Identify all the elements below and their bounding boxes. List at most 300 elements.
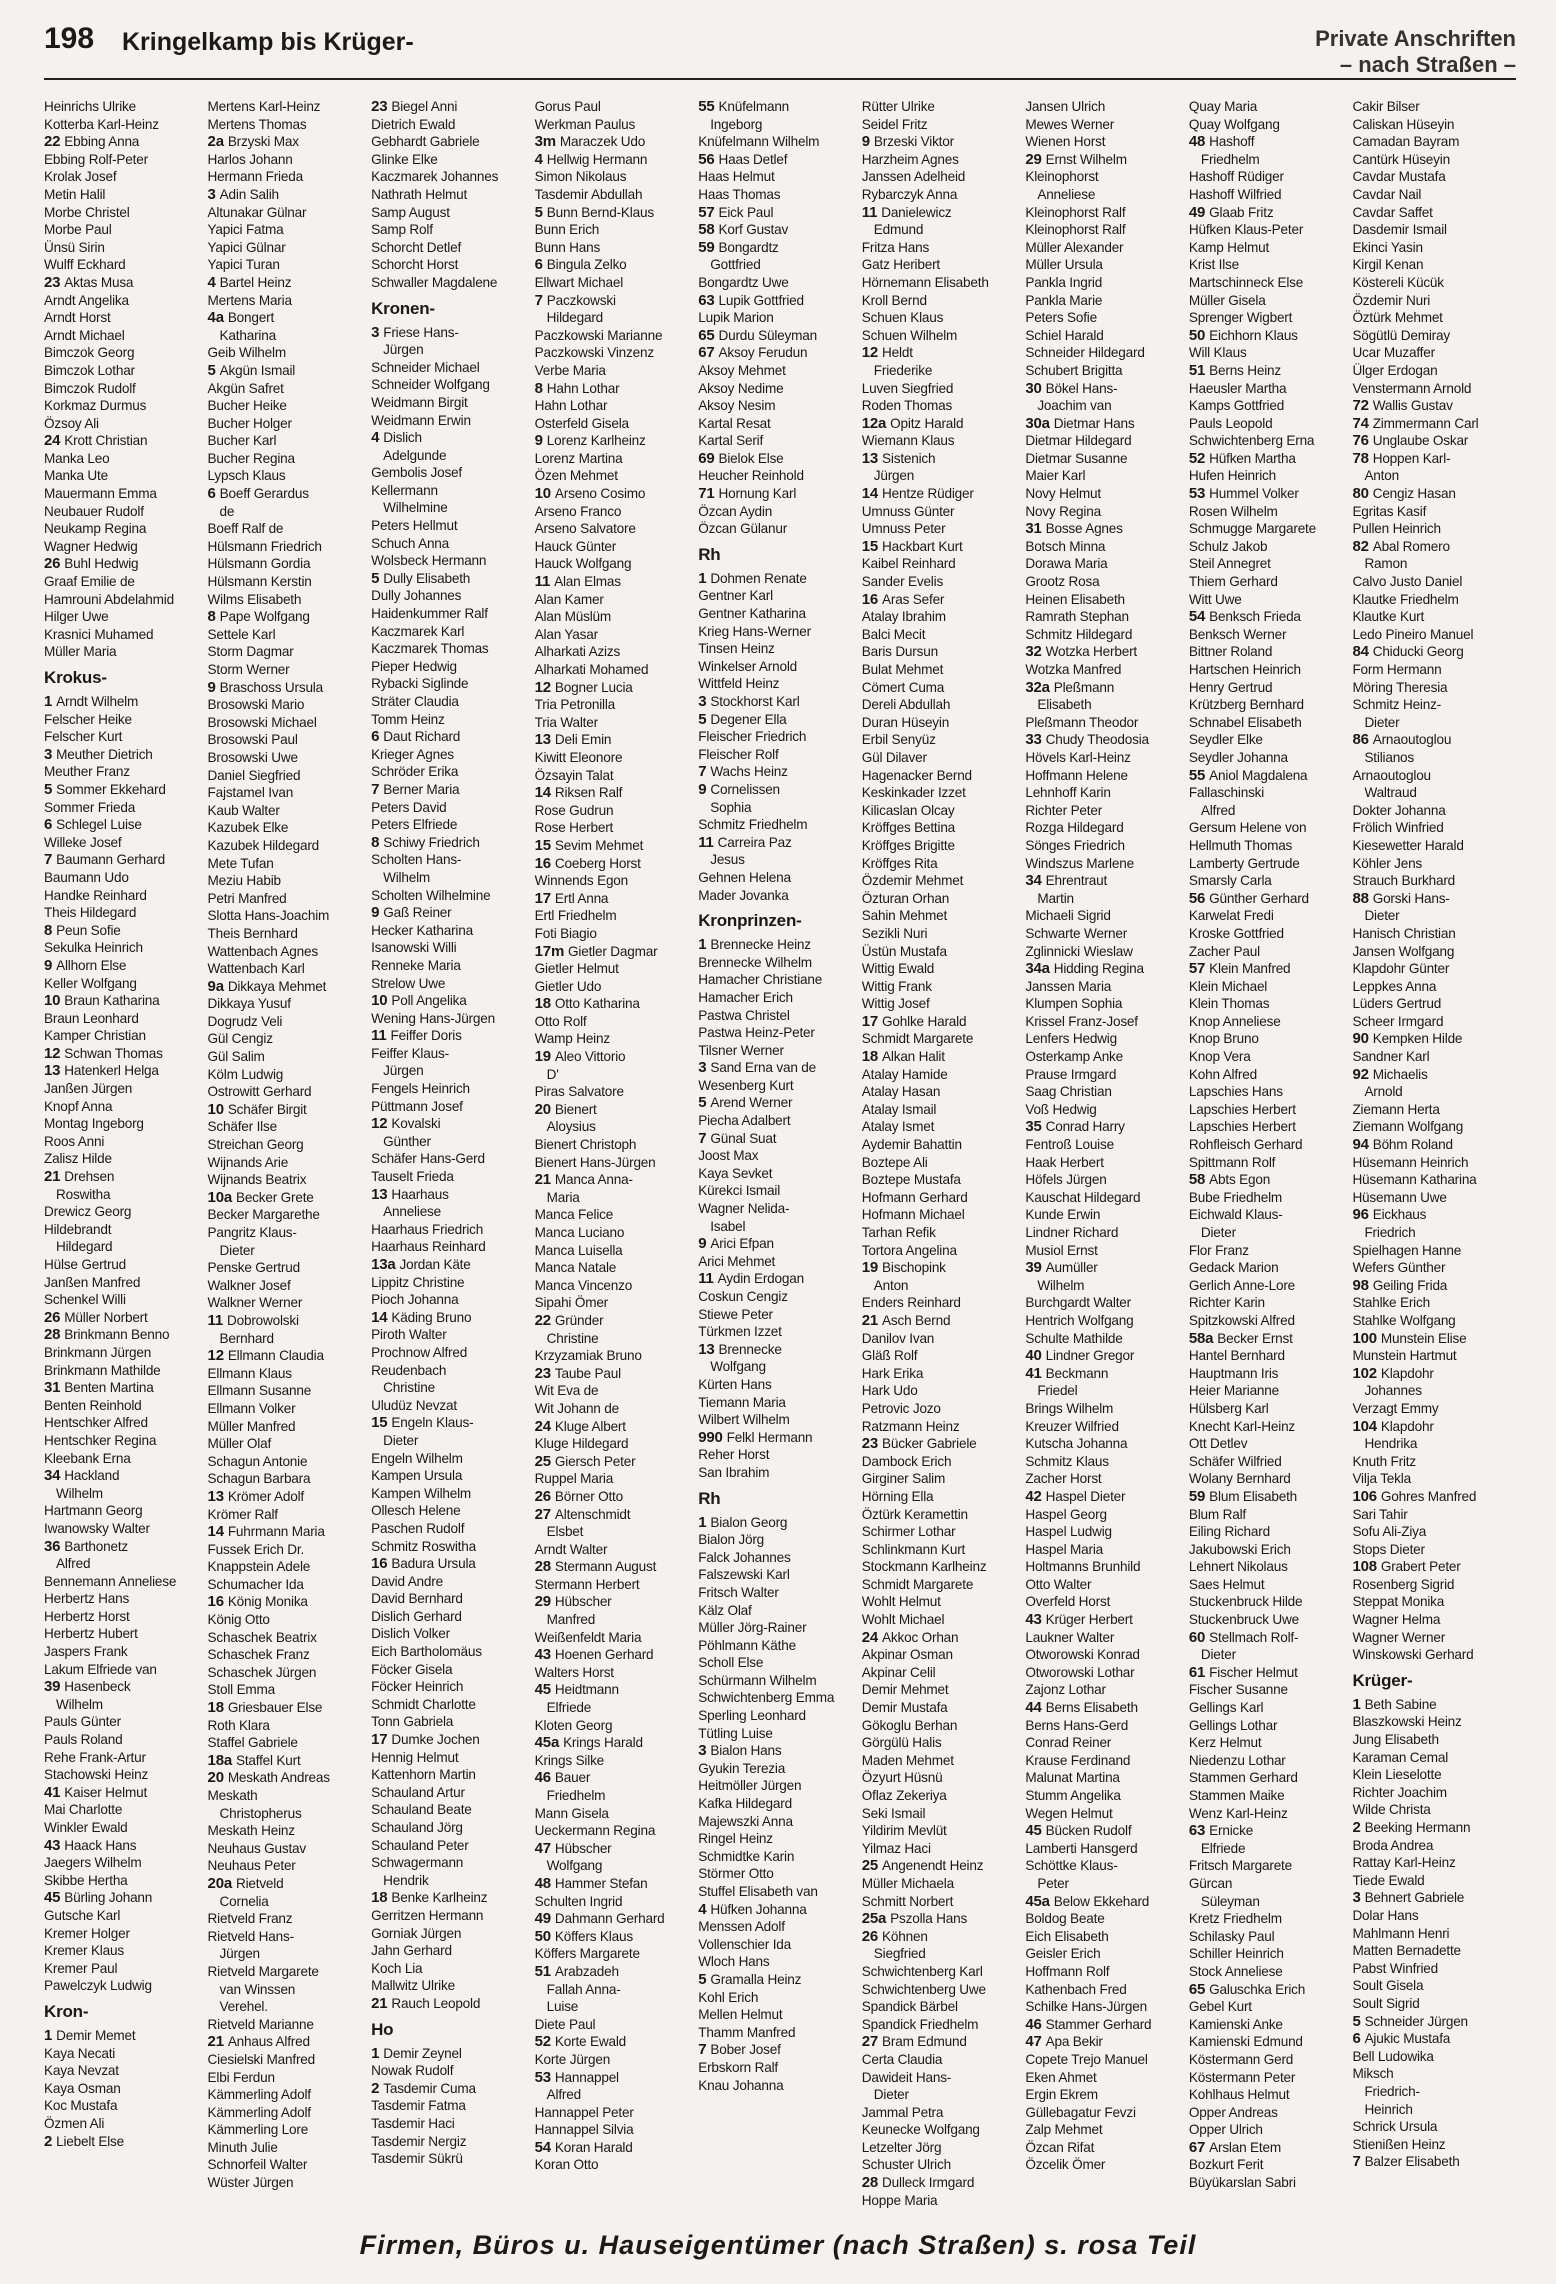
resident-name: Baumann Gerhard [56, 852, 165, 868]
directory-entry: Aksoy Nesim [698, 398, 776, 414]
directory-entry: Schubert Brigitta [1025, 362, 1123, 378]
resident-name: Below Ekkehard [1053, 1893, 1150, 1909]
resident-name: Dislich [383, 430, 422, 446]
directory-entry: Tonn Gabriela [371, 1714, 454, 1730]
resident-name: Günther Gerhard [1209, 890, 1309, 906]
directory-entry: Peters Hellmut [371, 518, 458, 534]
directory-entry: Rietveld Hans- [207, 1928, 294, 1944]
house-number: 10 [207, 1100, 228, 1118]
house-number: 27 [861, 2033, 883, 2051]
entry-continuation: Friedel [1037, 1383, 1078, 1399]
directory-entry [1025, 1611, 1181, 1629]
directory-entry: Pauls Roland [44, 1732, 123, 1748]
directory-entry: Lorenz Martina [534, 450, 623, 466]
directory-entry: Verbe Maria [534, 362, 606, 378]
house-number: 60 [1188, 1628, 1210, 1646]
directory-entry [44, 1379, 200, 1397]
directory-entry: Hauptmann Iris [1188, 1365, 1279, 1381]
directory-entry: Harlos Johann [207, 151, 293, 167]
house-number: 9 [698, 1235, 711, 1253]
directory-entry: Korkmaz Durmus [44, 398, 147, 414]
directory-entry: Schagun Barbara [207, 1471, 311, 1487]
directory-entry: Brinkmann Jürgen [44, 1344, 152, 1360]
directory-entry [698, 204, 854, 222]
directory-entry: Metin Halil [44, 186, 106, 202]
directory-entry: Iwanowsky Walter [44, 1520, 150, 1536]
directory-entry: Müller Manfred [207, 1418, 296, 1434]
directory-entry: Dikkaya Yusuf [207, 996, 291, 1012]
directory-entry: Yildirim Mevlüt [861, 1823, 947, 1839]
directory-entry: Ekinci Yasin [1352, 239, 1423, 255]
directory-entry [371, 2080, 527, 2098]
directory-entry: Ünsü Sirin [44, 239, 105, 255]
directory-entry: Wittig Ewald [861, 961, 935, 977]
resident-name: Boeff Gerardus [219, 486, 309, 502]
house-number: 84 [1352, 643, 1373, 661]
directory-entry: Arseno Salvatore [534, 521, 636, 537]
directory-entry: Overfeld Horst [1025, 1594, 1111, 1610]
directory-entry: Schuen Klaus [861, 310, 944, 326]
resident-name: Demir Memet [56, 2027, 136, 2043]
directory-entry: Duran Hüseyin [861, 714, 950, 730]
directory-entry: Hülsberg Karl [1188, 1400, 1269, 1416]
directory-entry [1189, 450, 1345, 468]
resident-name: Arslan Etem [1209, 2139, 1281, 2155]
resident-name: Peun Sofie [56, 922, 121, 938]
directory-entry: Kaya Sevket [698, 1165, 773, 1181]
directory-entry: Krützberg Bernhard [1188, 697, 1304, 713]
house-number: 108 [1352, 1558, 1381, 1576]
directory-entry: Janßen Manfred [44, 1274, 141, 1290]
house-number: 34 [44, 1467, 65, 1485]
directory-entry [1025, 1347, 1181, 1365]
entry-continuation: Aloysius [546, 1119, 596, 1135]
directory-entry: Klapdohr Günter [1352, 961, 1450, 977]
directory-entry: Hentschker Regina [44, 1432, 157, 1448]
resident-name: Braun Katharina [64, 993, 160, 1009]
directory-entry: Handke Reinhard [44, 887, 147, 903]
house-number: 16 [534, 854, 555, 872]
directory-entry: Hahn Lothar [534, 398, 608, 414]
directory-entry: Pastwa Heinz-Peter [698, 1025, 815, 1041]
directory-entry: Yapici Gülnar [207, 239, 286, 255]
resident-name: Korte Ewald [554, 2034, 627, 2050]
directory-entry: Özmen Ali [44, 2115, 105, 2131]
directory-entry [1189, 1664, 1345, 1682]
directory-entry [1352, 1488, 1508, 1506]
directory-entry: Hövels Karl-Heinz [1025, 749, 1131, 765]
entry-continuation: Friedrich- [1364, 2083, 1420, 2099]
directory-entry: Saag Christian [1025, 1084, 1112, 1100]
house-number: 4 [698, 1900, 711, 1918]
resident-name: Dahmann Gerhard [554, 1911, 665, 1927]
directory-entry: Schürmann Wilhelm [698, 1672, 817, 1688]
house-number: 54 [1188, 608, 1210, 626]
directory-entry [1352, 485, 1508, 503]
entry-continuation: Christine [383, 1380, 435, 1396]
section-title-line2: – nach Straßen – [1339, 52, 1516, 77]
house-number: 29 [1025, 150, 1046, 168]
resident-name: Bober Josef [710, 2042, 781, 2058]
section-title-line1: Private Anschriften [1315, 26, 1516, 51]
directory-entry: Holtmanns Brunhild [1025, 1559, 1141, 1575]
directory-entry: Rozga Hildegard [1025, 820, 1124, 836]
directory-entry: Windszus Marlene [1025, 855, 1134, 871]
resident-name: Ebbing Anna [64, 134, 140, 150]
house-number: 47 [1025, 2033, 1046, 2051]
resident-name: Sommer Ekkehard [56, 781, 166, 797]
house-number: 80 [1352, 485, 1373, 503]
resident-name: Müller Norbert [64, 1309, 148, 1325]
resident-name: Beeking Hermann [1364, 1820, 1471, 1835]
directory-entry [535, 1875, 691, 1893]
directory-entry [535, 2139, 691, 2157]
directory-entry: Venstermann Arnold [1352, 380, 1472, 396]
directory-entry [1352, 1889, 1508, 1907]
directory-column [207, 98, 364, 2191]
directory-entry: Form Hermann [1352, 662, 1442, 677]
directory-entry: Gyukin Terezia [698, 1760, 786, 1776]
directory-entry: Koch Lia [371, 1960, 423, 1976]
directory-entry: Knuth Fritz [1352, 1453, 1416, 1469]
directory-entry: Schmitt Norbert [861, 1893, 954, 1909]
entry-continuation: Hendrik [383, 1872, 429, 1888]
directory-entry: Lapschies Herbert [1188, 1101, 1296, 1117]
directory-entry: Schneider Hildegard [1025, 345, 1145, 361]
directory-entry: Kotterba Karl-Heinz [44, 116, 159, 132]
directory-entry [1352, 432, 1508, 450]
house-number: 51 [534, 1962, 555, 1980]
directory-entry: Keunecke Wolfgang [861, 2122, 980, 2138]
house-number: 45a [1025, 1892, 1054, 1910]
house-number: 69 [698, 449, 719, 467]
directory-entry: Dietmar Hildegard [1025, 433, 1132, 449]
directory-entry: Manca Luciano [534, 1225, 625, 1240]
directory-entry [535, 855, 691, 873]
directory-entry: Sipahi Ömer [534, 1295, 609, 1311]
directory-entry: Novy Helmut [1025, 486, 1101, 502]
house-number: 40 [1025, 1347, 1046, 1365]
directory-entry: Streichan Georg [207, 1137, 304, 1153]
directory-entry: Falszewski Karl [698, 1567, 790, 1583]
directory-entry: König Otto [207, 1612, 270, 1628]
directory-entry: Hofmann Gerhard [861, 1189, 968, 1205]
directory-entry [1025, 415, 1181, 433]
directory-entry: Özcan Aydin [698, 503, 773, 519]
directory-entry: Camadan Bayram [1352, 134, 1460, 150]
resident-name: Bongert [227, 310, 275, 326]
directory-entry: Flor Franz [1188, 1242, 1249, 1258]
directory-entry: Mallwitz Ulrike [371, 1978, 455, 1994]
house-number: 26 [861, 1927, 883, 1945]
resident-name: Bartel Heinz [219, 274, 292, 290]
directory-entry: Blum Ralf [1188, 1506, 1246, 1522]
directory-entry [44, 693, 200, 711]
directory-entry: Köstereli Kücük [1352, 274, 1444, 290]
directory-entry: Knop Bruno [1188, 1031, 1259, 1047]
directory-entry: Sperling Leonhard [698, 1708, 806, 1724]
directory-entry: Yapici Turan [207, 257, 280, 273]
directory-entry: Lippitz Christine [371, 1274, 465, 1290]
directory-entry [371, 1115, 527, 1133]
directory-entry: Schöttke Klaus- [1025, 1858, 1118, 1874]
directory-entry: Kremer Klaus [44, 1943, 124, 1959]
directory-entry: Schaschek Franz [207, 1647, 310, 1663]
resident-name: Aleo Vittorio [554, 1049, 626, 1065]
entry-continuation: Friedhelm [1200, 151, 1260, 167]
directory-entry: Öztürk Keramettin [861, 1506, 968, 1522]
directory-entry [208, 1875, 364, 1893]
house-number: 41 [44, 1783, 65, 1801]
directory-entry: Altunakar Gülnar [207, 204, 307, 220]
directory-entry: Müller Michaela [861, 1875, 954, 1891]
directory-entry [862, 1857, 1018, 1875]
resident-name: Barthonetz [64, 1538, 129, 1554]
directory-entry: Kamper Christian [44, 1028, 146, 1044]
resident-name: Giersch Peter [554, 1453, 636, 1469]
directory-entry: Atalay Ismet [861, 1119, 935, 1135]
directory-entry: Hörning Ella [861, 1488, 934, 1504]
directory-entry: Atalay Ismail [861, 1101, 937, 1117]
directory-entry [371, 728, 527, 746]
directory-entry: Özturan Orhan [861, 890, 950, 906]
directory-entry: Störmer Otto [698, 1866, 774, 1882]
house-number: 21 [534, 1171, 555, 1189]
directory-entry: Hentrich Wolfgang [1025, 1312, 1134, 1328]
house-number: 6 [44, 816, 57, 834]
house-number: 5 [44, 780, 57, 798]
house-number: 19 [534, 1048, 555, 1066]
directory-entry [44, 957, 200, 975]
resident-name: Pszolla Hans [890, 1911, 968, 1927]
directory-entry: Walkner Werner [207, 1295, 303, 1311]
resident-name: Lindner Gregor [1045, 1348, 1135, 1364]
directory-entry: Schmugge Margarete [1188, 521, 1316, 537]
directory-entry: Ratzmann Heinz [861, 1418, 960, 1434]
directory-entry [698, 1971, 854, 1989]
resident-name: Danielewicz [881, 204, 952, 220]
directory-entry [1189, 1171, 1345, 1189]
directory-entry [208, 2033, 364, 2051]
directory-entry [1352, 1696, 1508, 1714]
resident-name: Coeberg Horst [554, 855, 641, 871]
directory-entry [1352, 1136, 1508, 1154]
directory-entry: Oflaz Zekeriya [861, 1788, 947, 1803]
directory-entry [1352, 731, 1508, 749]
resident-name: Hornung Karl [718, 486, 797, 502]
directory-entry: Gatz Heribert [861, 257, 940, 273]
entry-continuation: Anneliese [383, 1204, 442, 1220]
directory-entry: Hüsemann Uwe [1352, 1189, 1447, 1205]
directory-entry: Kroll Bernd [861, 292, 927, 308]
directory-entry: Certa Claudia [861, 2051, 943, 2067]
resident-name: Hackbart Kurt [882, 538, 963, 554]
directory-column [371, 98, 527, 2167]
directory-entry: Graaf Emilie de [44, 574, 135, 590]
directory-entry: Hantel Bernhard [1188, 1348, 1285, 1364]
directory-entry [1352, 1277, 1508, 1295]
house-number: 1 [44, 2026, 57, 2044]
directory-entry [1352, 2153, 1508, 2171]
page-header [0, 0, 1556, 80]
directory-entry: Feiffer Klaus- [371, 1045, 449, 1061]
directory-entry [1025, 1488, 1181, 1506]
directory-entry: Boztepe Ali [861, 1154, 928, 1170]
house-number: 4 [534, 150, 547, 168]
house-number: 15 [861, 537, 883, 555]
directory-entry: Heinrichs Ulrike [44, 99, 136, 114]
directory-column [861, 98, 1018, 2208]
house-number: 7 [44, 851, 57, 869]
directory-entry [44, 1309, 200, 1327]
resident-name: Badura Ursula [391, 1556, 476, 1572]
directory-entry [862, 415, 1018, 433]
directory-entry: Krasnici Muhamed [44, 626, 154, 642]
house-number: 78 [1352, 449, 1373, 467]
directory-entry: Schneider Michael [371, 359, 480, 375]
directory-entry [535, 1681, 691, 1699]
house-number: 11 [698, 1270, 718, 1288]
house-number: 23 [371, 98, 392, 115]
resident-name: Kovalski [391, 1116, 441, 1132]
house-number: 56 [698, 150, 719, 168]
directory-entry: Krolak Josef [44, 169, 117, 185]
house-number: 54 [534, 2138, 555, 2156]
directory-entry: Hartschen Heinrich [1188, 662, 1301, 677]
directory-entry: Arnaoutoglou [1352, 767, 1431, 783]
house-number: 5 [207, 361, 220, 379]
directory-entry: Schäfer Wilfried [1188, 1453, 1282, 1469]
directory-entry: Roden Thomas [861, 398, 953, 414]
entry-continuation: Katharina [219, 327, 276, 343]
directory-entry: Höfels Jürgen [1025, 1172, 1107, 1188]
resident-name: Stellmach Rolf- [1209, 1629, 1299, 1645]
directory-entry [371, 429, 527, 447]
directory-entry [535, 1048, 691, 1066]
directory-entry [1352, 1418, 1508, 1436]
resident-name: Bram Edmund [882, 2034, 967, 2050]
directory-entry [371, 1027, 527, 1045]
directory-entry: Hartmann Georg [44, 1503, 143, 1519]
directory-entry: Knop Vera [1188, 1049, 1251, 1065]
directory-entry: Ostrowitt Gerhard [207, 1084, 312, 1100]
house-number: 1 [371, 2044, 384, 2062]
resident-name: Maraczek Udo [559, 134, 646, 150]
resident-name: Ajukic Mustafa [1364, 2031, 1451, 2047]
directory-entry [698, 1235, 854, 1253]
resident-name: Blum Elisabeth [1209, 1488, 1298, 1504]
directory-entry: Opper Andreas [1188, 2104, 1278, 2120]
directory-entry: Lapschies Hans [1188, 1084, 1283, 1100]
entry-continuation: Christopherus [219, 1805, 302, 1821]
house-number: 32a [1025, 678, 1054, 696]
entry-continuation: Anton [1364, 468, 1399, 484]
resident-name: Hatenkerl Helga [64, 1063, 159, 1079]
directory-entry: Botsch Minna [1025, 538, 1106, 554]
directory-entry: Hufen Heinrich [1188, 468, 1276, 484]
directory-entry: Kohlhaus Helmut [1188, 2087, 1290, 2103]
house-number: 100 [1352, 1329, 1381, 1347]
directory-entry: Henry Gertrud [1188, 679, 1273, 695]
directory-entry: Jakubowski Erich [1188, 1541, 1291, 1557]
directory-entry: Wienen Horst [1025, 134, 1106, 150]
directory-entry: Skibbe Hertha [44, 1872, 128, 1888]
directory-entry [535, 995, 691, 1013]
directory-entry: Scholten Wilhelmine [371, 887, 491, 903]
entry-continuation: Wilhelm [56, 1696, 103, 1712]
house-number: 3 [698, 1742, 711, 1760]
resident-name: Eichhorn Klaus [1209, 327, 1298, 343]
directory-entry: Aksoy Nedime [698, 380, 784, 396]
directory-entry [698, 834, 854, 852]
entry-continuation: Anneliese [1037, 186, 1096, 202]
directory-entry [1025, 643, 1181, 661]
directory-entry: Tasdemir Fatma [371, 2098, 466, 2114]
entry-continuation: Dieter [1200, 1647, 1236, 1663]
house-number: 8 [44, 921, 57, 939]
resident-name: Akgün Ismail [219, 362, 296, 378]
directory-entry: Gehnen Helena [698, 869, 791, 885]
directory-entry [1025, 151, 1181, 169]
directory-entry: Bucher Regina [207, 450, 295, 466]
directory-entry: Felscher Kurt [44, 729, 123, 745]
entry-continuation: Hildegard [56, 1239, 113, 1255]
directory-entry: Yilmaz Haci [861, 1840, 931, 1856]
directory-column [534, 98, 691, 2173]
directory-entry: Schneider Wolfgang [371, 377, 490, 393]
directory-entry: Tria Walter [534, 714, 598, 730]
directory-entry: Özcan Gülanur [698, 521, 788, 537]
directory-entry: Haas Thomas [698, 186, 781, 202]
directory-entry: Gürcan [1188, 1875, 1233, 1891]
directory-entry [698, 327, 854, 345]
directory-entry: Schlinkmann Kurt [861, 1541, 966, 1557]
directory-entry: Boldog Beate [1025, 1911, 1105, 1927]
directory-entry: Strauch Burkhard [1352, 873, 1456, 889]
directory-entry: Tria Petronilla [534, 697, 616, 713]
entry-continuation: Dieter [1364, 714, 1400, 730]
resident-name: Drehsen [64, 1169, 115, 1185]
directory-entry: Hashoff Wilfried [1188, 186, 1282, 202]
house-number: 31 [1025, 520, 1046, 538]
resident-name: Haarhaus [391, 1186, 449, 1202]
directory-entry: Boztepe Mustafa [861, 1172, 961, 1188]
directory-entry: Alan Yasar [534, 626, 598, 642]
resident-name: Balzer Elisabeth [1364, 2154, 1460, 2170]
directory-entry: Osterkamp Anke [1025, 1049, 1124, 1065]
house-number: 43 [44, 1836, 65, 1854]
house-number: 34a [1025, 960, 1054, 978]
directory-columns [44, 98, 1516, 2208]
directory-entry [1025, 960, 1181, 978]
directory-entry: Braun Leonhard [44, 1010, 139, 1026]
directory-entry: Paczkowski Vinzenz [534, 345, 654, 361]
resident-name: Klapdohr [1380, 1365, 1434, 1381]
street-heading: Rh [698, 1488, 721, 1508]
directory-entry: Schauland Jörg [371, 1820, 463, 1835]
directory-entry: Vilja Tekla [1352, 1471, 1411, 1487]
house-number: 42 [1025, 1487, 1046, 1505]
resident-name: Dohmen Renate [710, 570, 807, 586]
directory-entry: Schulz Jakob [1188, 538, 1268, 554]
directory-entry: Fischer Susanne [1188, 1682, 1288, 1698]
directory-entry: Fentroß Louise [1025, 1137, 1114, 1153]
directory-entry: Walkner Josef [207, 1277, 291, 1293]
resident-name: Becker Grete [235, 1189, 314, 1205]
directory-entry: Heier Marianne [1188, 1383, 1280, 1399]
directory-entry: Brosowski Mario [207, 697, 305, 713]
directory-entry: Settele Karl [207, 626, 276, 642]
